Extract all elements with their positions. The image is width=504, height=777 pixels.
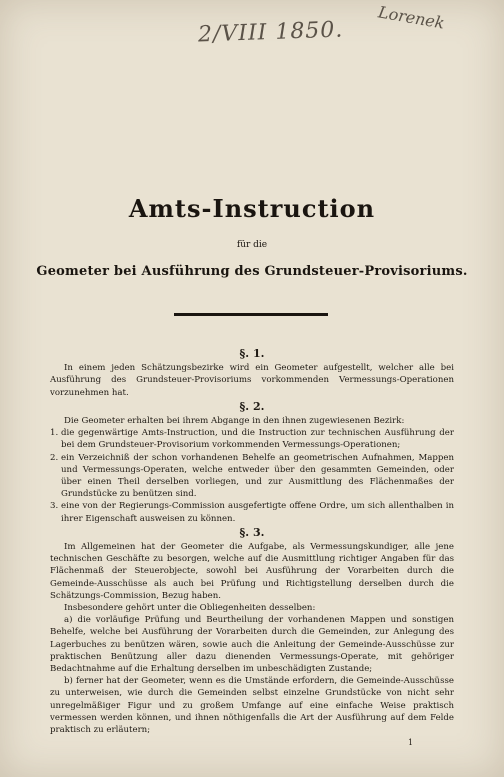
section-2-intro: Die Geometer erhalten bei ihrem Abgange in den ihnen zugewiesenen Bezirk: [64, 416, 405, 427]
title-divider [174, 313, 328, 316]
list-item-number: 2. [50, 452, 59, 463]
document-title: Amts-Instruction [128, 194, 376, 223]
section-heading-3: §. 3. [239, 525, 265, 539]
section-3-item-a: a) die vorläufige Prüfung und Beurtheilung der vorhandenen Mappen und sonstigen Behelfe, welche bei Ausführung der Vorarbeiten durch die Gemeinden, zur Anlegung des Lagerbuches zu benützen wären, sowie auch die Anleitung der Gemeinde-Ausschüsse zur praktischen Benützung aller dazu dienenden Vermessungs-Operate, mit gehöriger Bedachtnahme auf die Erhaltung derselben im unbeschädigten Zustande; [50, 615, 454, 675]
list-item-text: ein Verzeichniß der schon vorhandenen Behelfe an geometrischen Aufnahmen, Mappen und Vermessungs-Operaten, welche entweder über den gesammten Gemeinden, oder über einen Theil derselben vorliegen, und zur Ausmittlung des Flächenmaßes der Grundstücke zu benützen sind. [61, 452, 454, 500]
list-item-number: 1. [50, 428, 59, 439]
section-heading-2: §. 2. [239, 399, 265, 413]
section-1-text: In einem jeden Schätzungsbezirke wird ein Geometer aufgestellt, welcher alle bei Ausführung des Grundsteuer-Provisoriums vorkommenden Vermessungs-Operationen vorzunehmen hat. [50, 363, 454, 398]
section-3-paragraph-2: Insbesondere gehört unter die Obliegenheiten desselben: [64, 603, 316, 614]
section-heading-1: §. 1. [239, 347, 265, 360]
document-subtitle: Geometer bei Ausführung des Grundsteuer-Provisoriums. [36, 264, 468, 279]
document-body [50, 346, 454, 736]
section-3-item-b: b) ferner hat der Geometer, wenn es die Umstände erfordern, die Gemeinde-Ausschüsse zu unterweisen, wie durch die Gemeinden selbst einzelne Grundstücke von nicht sehr unregelmäßiger Figur und zu großem Umfange auf eine einfache Weise praktisch vermessen werden können, und ihnen nöthigenfalls die Art der Ausführung auf dem Felde praktisch zu erläutern; [50, 676, 454, 736]
list-item-text: die gegenwärtige Amts-Instruction, und die Instruction zur technischen Ausführung der bei dem Grundsteuer-Provisorium vorkommenden Vermessungs-Operationen; [61, 428, 454, 451]
list-item-text: eine von der Regierungs-Commission ausgefertigte offene Ordre, um sich allenthalben in ihrer Eigenschaft ausweisen zu können. [61, 501, 454, 524]
list-item-number: 3. [50, 501, 59, 512]
handwritten-date: 2/VIII 1850. [197, 17, 344, 48]
section-3-paragraph-1: Im Allgemeinen hat der Geometer die Aufgabe, als Vermessungskundiger, alle jene technischen Geschäfte zu besorgen, welche auf die Ausmittlung richtiger Angaben für das Flächenmaß der Steuerobjecte, sowohl bei Ausführung der Vorarbeiten durch die Gemeinde-Ausschüsse als auch bei Prüfung und Richtigstellung derselben durch die Schätzungs-Commission, Bezug haben. [50, 542, 454, 601]
list-item [50, 427, 454, 451]
list-item [50, 500, 454, 524]
page-signature-mark: 1 [408, 738, 414, 747]
handwritten-signature: Lorenek [376, 2, 446, 33]
list-item [50, 452, 454, 501]
title-connector: für die [236, 240, 268, 250]
